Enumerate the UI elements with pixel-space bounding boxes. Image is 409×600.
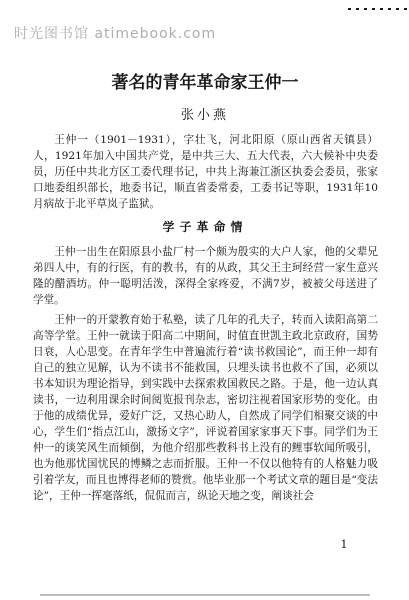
body-paragraph-2: 王仲一的开蒙教育始于私塾，读了几年的孔夫子，转而入读阳高第二高等学堂。王仲一就读于阳高二中期间，时值直世凯主政北京政府，国势日衰，人心思变。在青年学生中普遍流行着“读书救国论”，而王仲一却有自己的独立见解，认为不读书不能救国，只埋头读书也救不了国，必须以书本知识为理论指导，到实践中去探索救国救民之路。于是，他一边认真读书，一边利用课余时间阅览报刊杂志，密切注视着国家形势的变化。由于他的成绩优异，爱好广泛，又热心助人，自然成了同学们相聚交谈的中心，学生们“指点江山，激扬文字”，评说着国家家事天下事。同学们为王仲一的谈笑风生而倾倒，为他介绍那些教科书上没有的鲤事软闻所吸引，也为他那忧国忧民的博鳞之志而折服。王仲一不仅以他特有的人格魅力吸引着学友，而且也博得老师的赞赏。他毕业那一个考试文章的题目是“变法论”，王仲一挥毫落纸，侃侃而言，纵论天地之变，阐谈社会 (33, 314, 378, 502)
watermark: 时光图书馆 atimebook.com (14, 26, 217, 42)
author-name: 张小燕 (180, 108, 229, 123)
page-number: 1 (340, 538, 348, 551)
chapter-title: 著名的青年革命家王仲一 (111, 73, 299, 93)
section-heading: 学子革命情 (162, 220, 248, 234)
scan-edge-marks (338, 0, 409, 20)
bottom-rule (40, 594, 370, 596)
body-paragraph-1: 王仲一出生在阳原县小盐厂村一个颇为殷实的大户人家，他的父辈兄弟四人中，有的行医，有的教书，有的从政，其父王主珂经营一家生意兴隆的醋酒坊。仲一聪明活泼，深得全家疼爱，不满7岁，被被父母送进了学堂。 (33, 246, 378, 306)
bio-paragraph: 王仲一（1901－1931），字壮飞，河北阳原（原山西省天镇县）人，1921年加入中国共产党，是中共三大、五大代表，六大候补中央委员，历任中共北方区工委代理书记，中共上海兼江浙区执委会委员，张家口地委组织部长，地委书记，顺直省委常委，工委书记等职，1931年10月病故于北平草岚子监狱。 (33, 134, 378, 210)
